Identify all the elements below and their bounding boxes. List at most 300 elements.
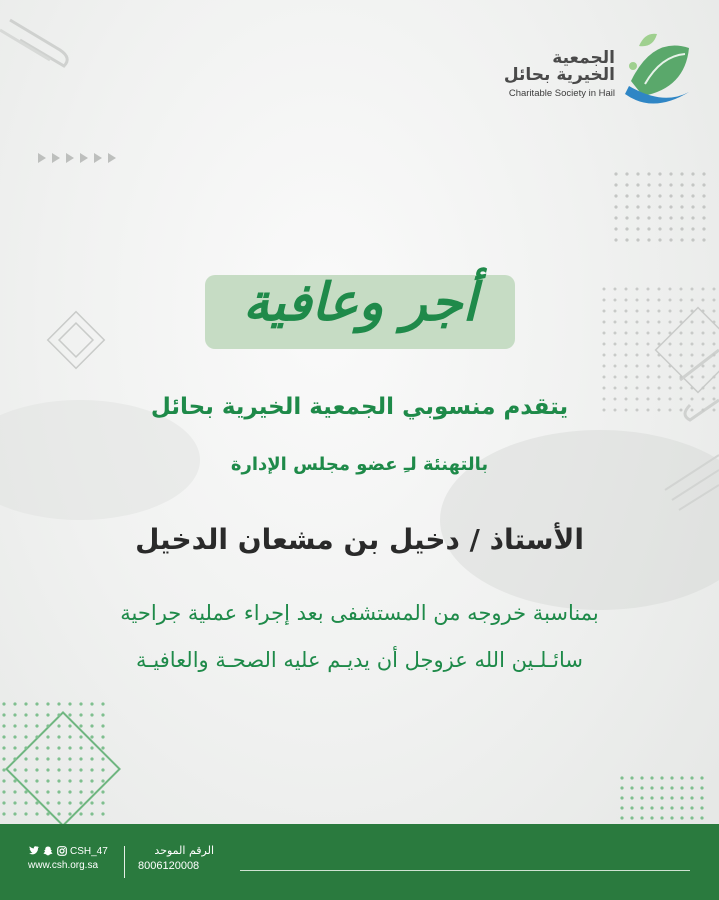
dot [13, 768, 16, 771]
dot [669, 299, 672, 302]
dot [647, 332, 650, 335]
unified-number[interactable]: 8006120008 [138, 860, 200, 872]
dot [680, 343, 683, 346]
dot [614, 376, 617, 379]
dot [57, 713, 60, 716]
twitter-icon[interactable] [28, 846, 39, 857]
dot [2, 702, 5, 705]
dot [691, 343, 694, 346]
dot [640, 816, 643, 819]
dot [614, 299, 617, 302]
dot [670, 806, 673, 809]
dot [647, 387, 650, 390]
dot [24, 713, 27, 716]
dot [669, 288, 672, 291]
dot [658, 321, 661, 324]
dot [35, 724, 38, 727]
dot [680, 227, 683, 230]
dot [625, 288, 628, 291]
dot [614, 321, 617, 324]
dot [46, 812, 49, 815]
dot [603, 365, 606, 368]
dot-grid-decoration [612, 170, 712, 250]
dot [101, 702, 104, 705]
dot [647, 288, 650, 291]
dot [79, 790, 82, 793]
dot [90, 779, 93, 782]
snapchat-icon[interactable] [42, 846, 53, 857]
dot [620, 796, 623, 799]
dot [647, 376, 650, 379]
dot [691, 227, 694, 230]
dot [691, 299, 694, 302]
dot [691, 238, 694, 241]
dot [2, 713, 5, 716]
dot [57, 735, 60, 738]
dot [90, 812, 93, 815]
dot [636, 216, 639, 219]
dot [24, 812, 27, 815]
dot [46, 713, 49, 716]
dot [680, 387, 683, 390]
paperclip-shape [0, 30, 50, 60]
dot [702, 365, 705, 368]
dot [647, 238, 650, 241]
dot [658, 299, 661, 302]
dot [647, 227, 650, 230]
dot [647, 172, 650, 175]
title-calligraphy: أجر وعافية [243, 272, 477, 333]
dot [101, 735, 104, 738]
dot [669, 183, 672, 186]
dot-grid-decoration [0, 700, 110, 820]
dot [614, 343, 617, 346]
dot [690, 816, 693, 819]
dot [101, 801, 104, 804]
dot [647, 310, 650, 313]
dot [670, 776, 673, 779]
dot [658, 172, 661, 175]
dot [90, 746, 93, 749]
dot [35, 790, 38, 793]
footer-rule [240, 870, 690, 871]
dot-grid-decoration [618, 774, 719, 824]
dot [690, 786, 693, 789]
dot [636, 332, 639, 335]
dot [702, 354, 705, 357]
dot [636, 310, 639, 313]
dot [690, 796, 693, 799]
dot [630, 776, 633, 779]
dot [691, 183, 694, 186]
website-link[interactable]: www.csh.org.sa [28, 860, 99, 871]
dot [625, 332, 628, 335]
dot [647, 365, 650, 368]
dot [702, 332, 705, 335]
dot [636, 205, 639, 208]
dot [13, 779, 16, 782]
dot [13, 801, 16, 804]
dot [24, 746, 27, 749]
dot [625, 387, 628, 390]
dot [57, 757, 60, 760]
dot [614, 354, 617, 357]
org-name-ar-1: الجمعية [552, 48, 615, 68]
dot [658, 238, 661, 241]
dot [68, 790, 71, 793]
dot [46, 779, 49, 782]
dot [101, 713, 104, 716]
dot [68, 702, 71, 705]
dot [680, 365, 683, 368]
dot [669, 205, 672, 208]
dot [57, 724, 60, 727]
dot [680, 376, 683, 379]
dot [660, 796, 663, 799]
dot [625, 299, 628, 302]
dot [640, 776, 643, 779]
leaf-hand-icon [623, 26, 693, 116]
dot [625, 194, 628, 197]
dot [658, 343, 661, 346]
dot [625, 227, 628, 230]
dot [625, 183, 628, 186]
dot [24, 702, 27, 705]
dot [79, 746, 82, 749]
dot [90, 790, 93, 793]
dot [101, 779, 104, 782]
dot [713, 332, 716, 335]
dot [658, 183, 661, 186]
dot [24, 724, 27, 727]
dot [680, 806, 683, 809]
dot [79, 779, 82, 782]
dot [630, 806, 633, 809]
dot [625, 310, 628, 313]
dot [691, 321, 694, 324]
dot [90, 757, 93, 760]
dot [2, 735, 5, 738]
dot [636, 183, 639, 186]
dot [46, 790, 49, 793]
dot [647, 216, 650, 219]
dot [658, 310, 661, 313]
dot [680, 288, 683, 291]
dot [691, 172, 694, 175]
dot [700, 816, 703, 819]
dot [700, 776, 703, 779]
dot [680, 205, 683, 208]
dot [79, 713, 82, 716]
dot [35, 768, 38, 771]
dot [614, 310, 617, 313]
dot [680, 310, 683, 313]
dot [13, 757, 16, 760]
dot [603, 387, 606, 390]
dot [620, 806, 623, 809]
dot [614, 227, 617, 230]
dot [691, 216, 694, 219]
dot [680, 776, 683, 779]
dot [713, 299, 716, 302]
dot [603, 299, 606, 302]
dot [658, 387, 661, 390]
dot [636, 227, 639, 230]
dot [680, 299, 683, 302]
dot [702, 321, 705, 324]
dot [636, 387, 639, 390]
dot [630, 816, 633, 819]
dot [625, 354, 628, 357]
dot [658, 376, 661, 379]
org-name-en: Charitable Society in Hail [508, 88, 615, 99]
dot [603, 343, 606, 346]
dot [90, 713, 93, 716]
dot [636, 172, 639, 175]
dot [79, 724, 82, 727]
dot [680, 216, 683, 219]
dot [713, 387, 716, 390]
dot [669, 172, 672, 175]
dot [680, 321, 683, 324]
dot [2, 768, 5, 771]
dot [669, 194, 672, 197]
dot [46, 735, 49, 738]
dot [625, 216, 628, 219]
instagram-icon[interactable] [56, 846, 67, 857]
dot [713, 376, 716, 379]
prayer-line: سائـلـين الله عزوجل أن يديـم عليه الصحـة والعافيـة [135, 648, 583, 672]
dot [46, 724, 49, 727]
dot [647, 354, 650, 357]
dot [2, 779, 5, 782]
dot [680, 172, 683, 175]
dot [660, 806, 663, 809]
dot [101, 812, 104, 815]
dot [614, 365, 617, 368]
dot [68, 746, 71, 749]
dot [669, 216, 672, 219]
social-handle[interactable]: CSH_47 [70, 845, 108, 857]
dot [713, 343, 716, 346]
dot [614, 183, 617, 186]
dot [630, 796, 633, 799]
dot [670, 796, 673, 799]
dot [625, 321, 628, 324]
dot [669, 365, 672, 368]
dot [57, 768, 60, 771]
dot [702, 216, 705, 219]
dot [625, 365, 628, 368]
dot [620, 786, 623, 789]
org-name-ar-2: الخيرية بحائل [503, 65, 615, 85]
dot [57, 702, 60, 705]
dot [669, 321, 672, 324]
dot [101, 790, 104, 793]
dot [620, 776, 623, 779]
dot [691, 288, 694, 291]
dot [13, 713, 16, 716]
dot [702, 288, 705, 291]
dot [79, 757, 82, 760]
dot [603, 321, 606, 324]
dot [90, 768, 93, 771]
dot [658, 365, 661, 368]
dot [658, 216, 661, 219]
honoree-name: الأستاذ / دخيل بن مشعان الدخيل [135, 523, 584, 556]
dot [614, 332, 617, 335]
dot [680, 332, 683, 335]
dot [660, 776, 663, 779]
dot [647, 183, 650, 186]
dot [68, 724, 71, 727]
dot [670, 786, 673, 789]
dot [13, 812, 16, 815]
dot [13, 790, 16, 793]
dot [702, 205, 705, 208]
dot [90, 702, 93, 705]
dot [636, 238, 639, 241]
dot [35, 757, 38, 760]
dot [101, 757, 104, 760]
dot [636, 321, 639, 324]
dot [603, 288, 606, 291]
arrow-row-decoration [38, 153, 116, 163]
dot [2, 724, 5, 727]
dot [620, 816, 623, 819]
dot [702, 310, 705, 313]
dot [660, 786, 663, 789]
dot [647, 299, 650, 302]
dot [79, 812, 82, 815]
dot [13, 724, 16, 727]
dot [713, 288, 716, 291]
dot [90, 801, 93, 804]
dot [680, 816, 683, 819]
dot [636, 376, 639, 379]
dot [35, 735, 38, 738]
paperclip-shape [10, 20, 67, 66]
dot [658, 332, 661, 335]
dot [614, 194, 617, 197]
dot [24, 768, 27, 771]
congrats-line: بالتهنئة لـِ عضو مجلس الإدارة [230, 454, 489, 475]
dot [636, 194, 639, 197]
dot [90, 735, 93, 738]
dot [640, 786, 643, 789]
dot [650, 816, 653, 819]
dot [90, 724, 93, 727]
dot [630, 786, 633, 789]
dot [660, 816, 663, 819]
dot [669, 343, 672, 346]
dot [13, 746, 16, 749]
dot [691, 194, 694, 197]
dot [68, 768, 71, 771]
dot [614, 288, 617, 291]
dot [101, 724, 104, 727]
dot [690, 776, 693, 779]
dot [640, 796, 643, 799]
dot [680, 354, 683, 357]
dot [680, 238, 683, 241]
dot [57, 790, 60, 793]
dot [669, 354, 672, 357]
dot [691, 354, 694, 357]
dot [79, 735, 82, 738]
dot [680, 183, 683, 186]
dot [2, 790, 5, 793]
dot [2, 746, 5, 749]
dot [35, 801, 38, 804]
dot [57, 801, 60, 804]
dot [68, 779, 71, 782]
dot [35, 702, 38, 705]
dot [46, 746, 49, 749]
dot [68, 812, 71, 815]
dot [614, 172, 617, 175]
dot [13, 702, 16, 705]
dot [24, 790, 27, 793]
dot [35, 746, 38, 749]
dot [669, 310, 672, 313]
dot [603, 332, 606, 335]
dot [68, 735, 71, 738]
dot [702, 172, 705, 175]
dot [680, 796, 683, 799]
dot [636, 343, 639, 346]
footer-divider [124, 846, 125, 878]
dot [650, 806, 653, 809]
dot [680, 786, 683, 789]
dot [669, 376, 672, 379]
dot [700, 796, 703, 799]
dot [690, 806, 693, 809]
dot [24, 801, 27, 804]
dot [647, 321, 650, 324]
dot [2, 812, 5, 815]
dot [46, 801, 49, 804]
dot [603, 310, 606, 313]
dot [640, 806, 643, 809]
dot [46, 757, 49, 760]
dot [625, 172, 628, 175]
social-row [28, 844, 124, 858]
unified-number-label: الرقم الموحد [154, 844, 214, 857]
dot [68, 801, 71, 804]
dot [614, 216, 617, 219]
dot [691, 376, 694, 379]
dot [647, 343, 650, 346]
dot [35, 812, 38, 815]
dot [702, 376, 705, 379]
dot [700, 806, 703, 809]
dot [691, 332, 694, 335]
dot [636, 288, 639, 291]
dot [46, 702, 49, 705]
dot [647, 194, 650, 197]
dot [702, 299, 705, 302]
dot [79, 768, 82, 771]
dot [658, 194, 661, 197]
dot [68, 713, 71, 716]
dot [669, 332, 672, 335]
dot [702, 194, 705, 197]
dot [702, 343, 705, 346]
dot [700, 786, 703, 789]
dot [650, 776, 653, 779]
dot [79, 702, 82, 705]
